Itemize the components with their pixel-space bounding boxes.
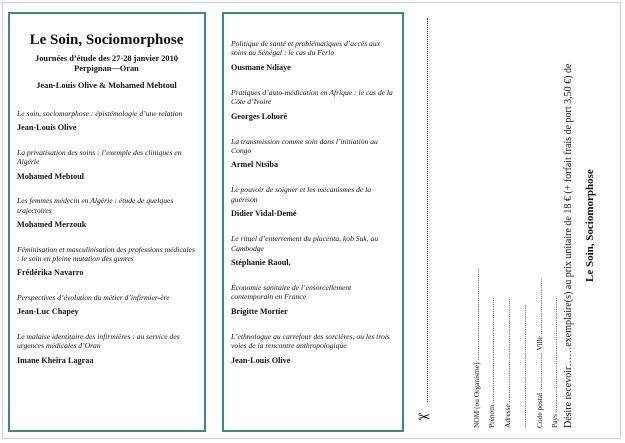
chapter-title: Les femmes médecin en Algérie : étude de quelques trajectoires xyxy=(17,196,174,215)
chapter-title: Économie sanitaire de l’ensorcellement contemporain en France xyxy=(231,283,352,302)
chapter-author: Armel Ntsiba xyxy=(231,160,279,170)
chapter-author: Mohamed Merzouk xyxy=(17,220,87,230)
list-item xyxy=(231,185,394,219)
list-item xyxy=(17,196,196,230)
list-item xyxy=(231,88,394,122)
chapter-title: Pratiques d’auto-médication en Afrique : le cas de la Côte d’Ivoire xyxy=(231,87,393,107)
list-item xyxy=(17,109,196,133)
chapter-title: Le soin, sociomorphose : épistémologie d’une relation xyxy=(17,109,183,118)
left-panel xyxy=(8,12,206,432)
list-item xyxy=(17,332,196,366)
first-name-field[interactable]: Prénom ......................................................... xyxy=(487,297,496,428)
editors: Jean-Louis Olive & Mohamed Mebtoul xyxy=(36,81,177,90)
chapter-author: Jean-Louis Olive xyxy=(231,355,291,365)
chapter-author: Ousmane Ndiaye xyxy=(231,62,291,72)
order-instruction: Désire recevoir……exemplaire(s) au prix unitaire de 18 € (+ forfait frais de port 3,50 €) de xyxy=(563,63,574,428)
chapter-title: Féminisation et masculinisation des professions médicales : le soin en pleine mutation des genres xyxy=(17,244,195,263)
chapter-title: L’ethnologue au carrefour des sorcières, ou les trois voies de la rencontre anthropologique xyxy=(231,331,390,351)
scissors-icon: ✂ xyxy=(418,408,431,426)
country-field[interactable]: Pays .............................................................. xyxy=(550,297,559,428)
middle-panel xyxy=(222,12,404,432)
chapter-title: Le malaise identitaire des infirmières : au service des urgences médicales d’Oran xyxy=(17,331,180,351)
chapter-title: Politique de santé et problématiques d’accès aux soins au Sénégal : le cas du Ferlo xyxy=(231,39,381,58)
chapter-author: Imane Kheira Lagraa xyxy=(17,355,94,365)
chapter-title: La transmission comme soin dans l’initiation au Congo xyxy=(231,136,378,156)
chapter-title: Le rituel d’enterrement du placenta, kob Suk, au Cambodge xyxy=(231,234,379,253)
chapter-author: Mohamed Mebtoul xyxy=(17,171,85,181)
postal-code-city-field[interactable]: Code postal ..................... Ville .............................. xyxy=(535,278,544,428)
event-subtitle xyxy=(17,54,196,74)
list-item xyxy=(17,293,196,317)
list-item xyxy=(231,39,394,73)
list-item xyxy=(17,148,196,182)
address-field[interactable]: Adresse ........................................................ xyxy=(503,298,512,428)
event-location: Perpignan—Oran xyxy=(74,64,139,73)
book-title: Le Soin, Sociomorphose xyxy=(29,32,184,48)
cut-line xyxy=(427,18,428,402)
list-item xyxy=(231,234,394,268)
list-item xyxy=(17,245,196,279)
chapter-author: Jean-Louis Olive xyxy=(17,123,77,133)
left-entries-list xyxy=(17,109,196,366)
order-book-title: Le Soin, Sociomorphose xyxy=(584,169,596,282)
name-field[interactable]: NOM (ou Organisme) .................................................. xyxy=(472,268,481,428)
chapter-author: Frédérika Navarro xyxy=(17,268,84,278)
chapter-author: Stéphanie Raoul, xyxy=(231,258,291,268)
middle-entries-list xyxy=(231,39,394,366)
chapter-author: Jean-Luc Chapey xyxy=(17,307,79,317)
chapter-title: Le pouvoir de soigner et les mécanismes de la guérison xyxy=(231,185,372,204)
list-item xyxy=(231,283,394,317)
chapter-author: Georges Lohoré xyxy=(231,111,288,121)
event-dates: Journées d’étude des 27-28 janvier 2010 xyxy=(35,54,178,63)
address-line2-field[interactable]: ................................................................... xyxy=(519,304,528,428)
chapter-author: Brigitte Mortier xyxy=(231,306,288,316)
chapter-title: Perspectives d’évolution du métier d’infirmier-ère xyxy=(17,292,170,302)
list-item xyxy=(231,332,394,366)
list-item xyxy=(231,137,394,171)
chapter-title: La privatisation des soins : l’exemple des cliniques en Algérie xyxy=(17,147,182,167)
chapter-author: Didier Vidal-Demé xyxy=(231,209,297,219)
